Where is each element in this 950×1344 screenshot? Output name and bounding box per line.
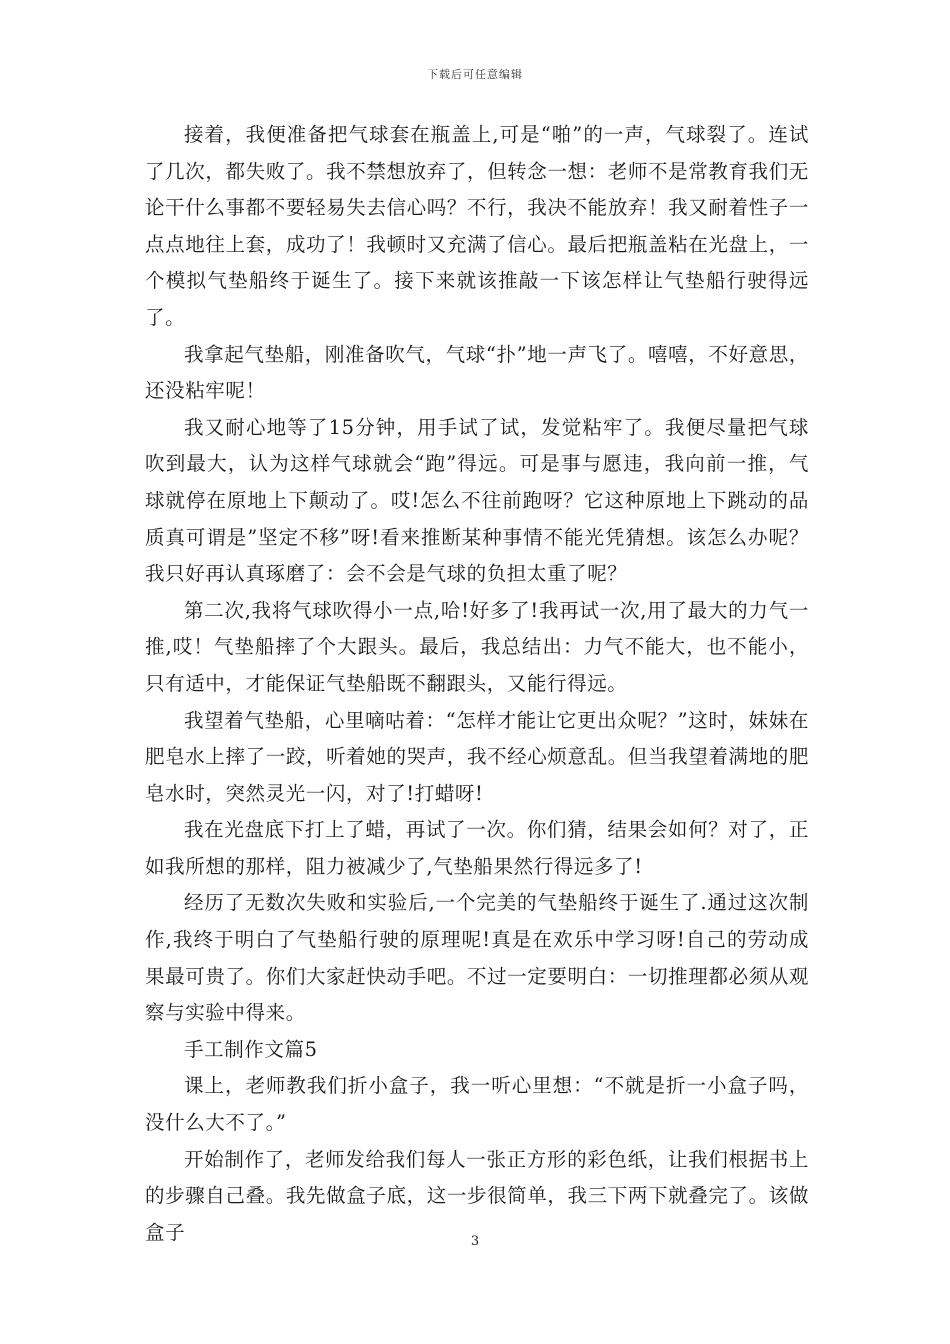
- document-body: [145, 117, 809, 1251]
- paragraph: 接着，我便准备把气球套在瓶盖上,可是“啪”的一声，气球裂了。连试了几次，都失败了。我不禁想放弃了，但转念一想：老师不是常教育我们无论干什么事都不要轻易失去信心吗？不行，我决不能放弃！我又耐着性子一点点地往上套，成功了！我顿时又充满了信心。最后把瓶盖粘在光盘上，一个模拟气垫船终于诞生了。接下来就该推敲一下该怎样让气垫船行驶得远了。: [145, 123, 809, 329]
- section-heading: 手工制作文篇5: [184, 1037, 318, 1061]
- page-number: 3: [470, 1234, 480, 1249]
- paragraph: 我拿起气垫船，刚准备吹气，气球“扑”地一声飞了。嘻嘻，不好意思，还没粘牢呢！: [145, 342, 809, 403]
- paragraph: 我又耐心地等了15分钟，用手试了试，发觉粘牢了。我便尽量把气球吹到最大，认为这样气球就会“跑”得远。可是事与愿违，我向前一推，气球就停在原地上下颠动了。哎!怎么不往前跑呀？它这种原地上下跳动的品质真可谓是”坚定不移”呀!看来推断某种事情不能光凭猜想。该怎么办呢？我只好再认真琢磨了：会不会是气球的负担太重了呢？: [145, 415, 809, 586]
- paragraph: 我在光盘底下打上了蜡，再试了一次。你们猜，结果会如何？对了，正如我所想的那样，阻力被减少了,气垫船果然行得远多了!: [145, 818, 809, 878]
- paragraph: 第二次,我将气球吹得小一点,哈!好多了!我再试一次,用了最大的力气一推,哎！气垫船摔了个大跟头。最后，我总结出：力气不能大，也不能小，只有适中，才能保证气垫船既不翻跟头，又能行得远。: [145, 598, 809, 695]
- paragraph: 开始制作了，老师发给我们每人一张正方形的彩色纸，让我们根据书上的步骤自己叠。我先做盒子底，这一步很简单，我三下两下就叠完了。该做盒子: [145, 1147, 809, 1244]
- paragraph: 经历了无数次失败和实验后,一个完美的气垫船终于诞生了.通过这次制作,我终于明白了气垫船行驶的原理呢!真是在欢乐中学习呀!自己的劳动成果最可贵了。你们大家赶快动手吧。不过一定要明白：一切推理都必须从观察与实验中得来。: [145, 891, 809, 1025]
- paragraph: 课上，老师教我们折小盒子，我一听心里想：“不就是折一小盒子吗，没什么大不了。”: [145, 1074, 809, 1135]
- page-header: 下载后可任意编辑: [427, 68, 523, 81]
- paragraph: 我望着气垫船，心里嘀咕着：“怎样才能让它更出众呢？”这时，妹妹在肥皂水上摔了一跤，听着她的哭声，我不经心烦意乱。但当我望着满地的肥皂水时，突然灵光一闪，对了!打蜡呀!: [145, 708, 809, 805]
